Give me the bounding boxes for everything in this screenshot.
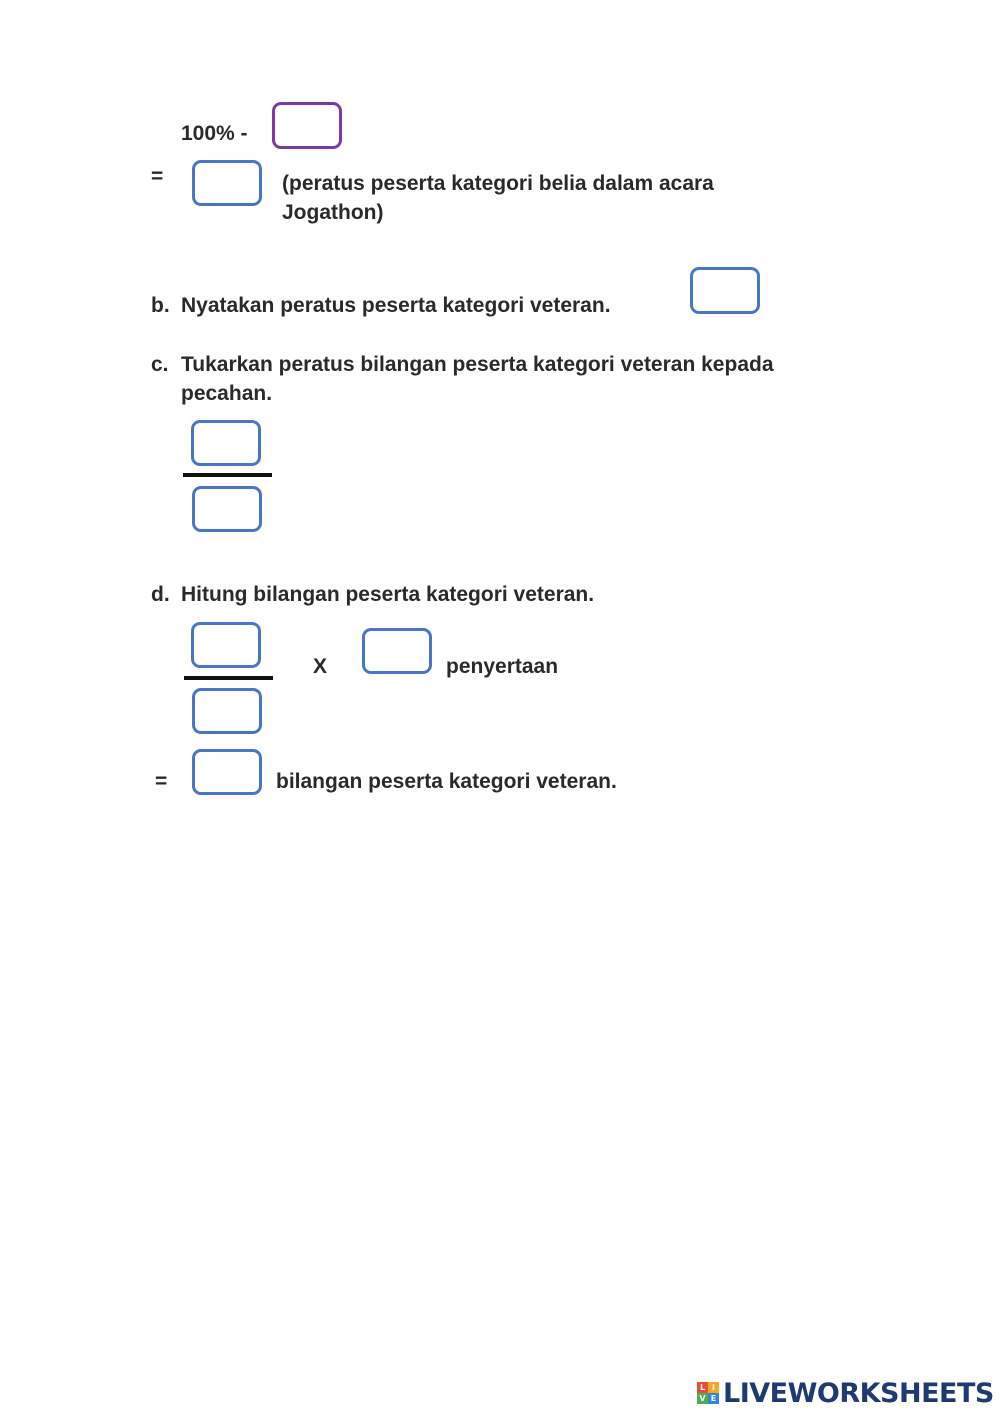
question-c-text-line-2: pecahan. xyxy=(181,382,273,405)
question-d-text: Hitung bilangan peserta kategori veteran. xyxy=(181,583,595,606)
question-b-text: Nyatakan peratus peserta kategori veteran. xyxy=(181,294,611,317)
answer-box-c-numerator[interactable] xyxy=(191,420,261,466)
liveworksheets-logo xyxy=(697,1378,994,1408)
question-marker-d: d. xyxy=(151,583,170,606)
result-label: bilangan peserta kategori veteran. xyxy=(276,770,617,793)
answer-box-a-result[interactable] xyxy=(192,160,262,206)
answer-box-d-total[interactable] xyxy=(362,628,432,674)
fraction-bar-c xyxy=(183,473,272,477)
question-c-text-line-1: Tukarkan peratus bilangan peserta kategori veteran kepada xyxy=(181,353,774,376)
equals-sign-a: = xyxy=(151,165,164,188)
logo-icon-cell: E xyxy=(708,1393,719,1404)
liveworksheets-logo-icon xyxy=(697,1382,719,1404)
question-marker-c: c. xyxy=(151,353,169,376)
answer-box-b[interactable] xyxy=(690,267,760,314)
logo-icon-cell: L xyxy=(697,1382,708,1393)
question-marker-b: b. xyxy=(151,294,170,317)
answer-box-c-denominator[interactable] xyxy=(192,486,262,532)
answer-box-d-result[interactable] xyxy=(192,749,262,795)
answer-box-d-denominator[interactable] xyxy=(192,688,262,734)
fraction-bar-d xyxy=(184,676,273,680)
answer-box-a-subtrahend[interactable] xyxy=(272,102,342,149)
logo-icon-cell: V xyxy=(697,1393,708,1404)
note-line-1: (peratus peserta kategori belia dalam acara xyxy=(282,172,714,195)
multiply-sign: X xyxy=(313,655,328,678)
note-line-2: Jogathon) xyxy=(282,201,384,224)
answer-box-d-numerator[interactable] xyxy=(191,622,261,668)
equals-sign-d: = xyxy=(155,770,168,793)
logo-icon-cell: I xyxy=(708,1382,719,1393)
percent-expression: 100% - xyxy=(181,122,248,145)
logo-text: LIVEWORKSHEETS xyxy=(723,1377,994,1409)
unit-label: penyertaan xyxy=(446,655,559,678)
